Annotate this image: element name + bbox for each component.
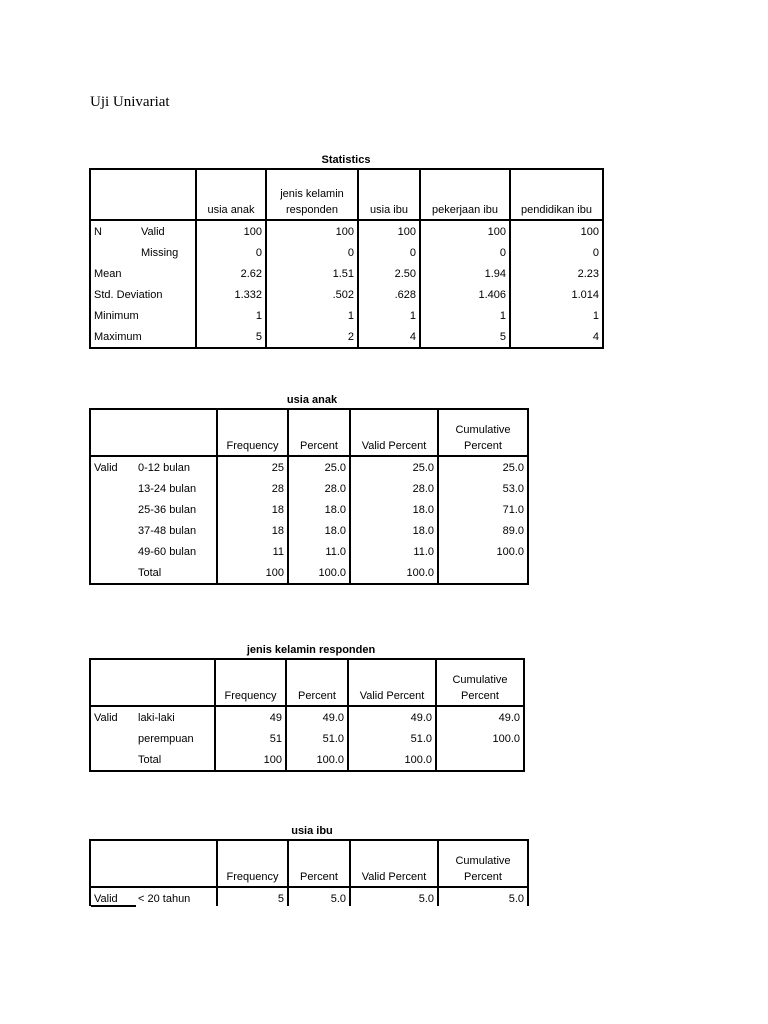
column-header: Frequency (215, 659, 286, 706)
column-header: Cumulative Percent (438, 840, 528, 887)
column-header: Percent (288, 840, 350, 887)
table-row: Std. Deviation 1.332 .502 .628 1.406 1.014 (90, 284, 603, 305)
table-row: Maximum 5 2 4 5 4 (90, 326, 603, 348)
column-header: usia ibu (358, 169, 420, 220)
header-row (90, 409, 528, 456)
usia-ibu-table (89, 839, 529, 911)
table-row: 13-24 bulan 28 28.0 28.0 53.0 (90, 478, 528, 499)
usia-anak-title: usia anak (286, 394, 338, 406)
table-row: N Valid 100 100 100 100 100 (90, 220, 603, 242)
table-row: Valid laki-laki 49 49.0 49.0 49.0 (90, 706, 524, 728)
column-header: jenis kelamin responden (266, 169, 358, 220)
column-header: pendidikan ibu (510, 169, 603, 220)
partial-border (91, 905, 136, 907)
statistics-header-row (90, 169, 603, 220)
column-header: pekerjaan ibu (420, 169, 510, 220)
table-row: Total 100 100.0 100.0 (90, 749, 524, 771)
statistics-title: Statistics (321, 154, 371, 166)
table-row: Missing 0 0 0 0 0 (90, 242, 603, 263)
table-row: Valid 0-12 bulan 25 25.0 25.0 25.0 (90, 456, 528, 478)
usia-anak-table (89, 408, 529, 585)
column-header: Percent (286, 659, 348, 706)
page-heading: Uji Univariat (90, 94, 170, 110)
jenis-kelamin-table (89, 658, 525, 772)
column-header: usia anak (196, 169, 266, 220)
table-row: perempuan 51 51.0 51.0 100.0 (90, 728, 524, 749)
table-row: Valid < 20 tahun 5 5.0 5.0 5.0 (90, 887, 528, 910)
header-row (90, 659, 524, 706)
column-header: Cumulative Percent (436, 659, 524, 706)
table-row: 37-48 bulan 18 18.0 18.0 89.0 (90, 520, 528, 541)
table-row: Minimum 1 1 1 1 1 (90, 305, 603, 326)
jenis-kelamin-title: jenis kelamin responden (246, 644, 376, 656)
page-cutoff (86, 906, 768, 1024)
statistics-table (89, 168, 604, 349)
column-header: Frequency (217, 409, 288, 456)
table-row: 49-60 bulan 11 11.0 11.0 100.0 (90, 541, 528, 562)
column-header: Frequency (217, 840, 288, 887)
usia-ibu-title: usia ibu (291, 825, 333, 837)
column-header: Valid Percent (348, 659, 436, 706)
column-header: Valid Percent (350, 840, 438, 887)
column-header: Percent (288, 409, 350, 456)
header-row (90, 840, 528, 887)
table-row: Mean 2.62 1.51 2.50 1.94 2.23 (90, 263, 603, 284)
column-header: Cumulative Percent (438, 409, 528, 456)
column-header: Valid Percent (350, 409, 438, 456)
table-row: 25-36 bulan 18 18.0 18.0 71.0 (90, 499, 528, 520)
table-row: Total 100 100.0 100.0 (90, 562, 528, 584)
